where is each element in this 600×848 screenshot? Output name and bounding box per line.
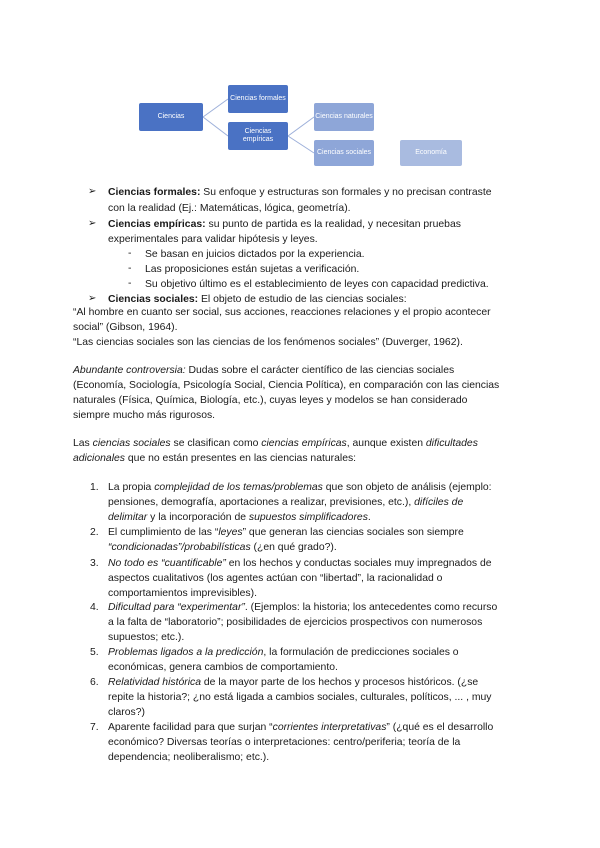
- item-6-text-a: Relatividad histórica: [108, 677, 201, 688]
- empiricas-label: Ciencias empíricas:: [108, 219, 206, 230]
- sociales-label: Ciencias sociales:: [108, 294, 199, 305]
- node-economia: [400, 140, 462, 166]
- bullet-empiricas-line-2: experimentales para validar hipótesis y leyes.: [108, 234, 318, 245]
- list-number-1: 1.: [90, 482, 99, 493]
- item-7-line-1: [108, 721, 493, 734]
- connector-ciencias-empiricas: [203, 117, 228, 136]
- item-4-line-2: a la falta de “laboratorio”; posibilidades de ejercicios prospectivos con numerosos: [108, 617, 483, 628]
- arrow-bullet-icon: ➢: [88, 218, 97, 229]
- item-2-text-e: (¿en qué grado?).: [250, 542, 337, 553]
- arrow-bullet-icon: ➢: [88, 293, 97, 304]
- sub-bullet-3: Su objetivo último es el establecimiento de leyes con capacidad predictiva.: [145, 279, 489, 290]
- quote-duverger: “Las ciencias sociales son las ciencias de los fenómenos sociales” (Duverger, 1962).: [73, 337, 463, 348]
- item-2-text-d: “condicionadas”/probabilísticas: [108, 542, 251, 553]
- item-7-text-b: corrientes interpretativas: [272, 722, 387, 733]
- item-2-text-c: ” que generan las ciencias sociales son siempre: [242, 527, 464, 538]
- bullet-empiricas-line-1: [108, 218, 461, 231]
- item-1-line-3: [108, 511, 371, 524]
- item-6-line-1: [108, 676, 478, 689]
- controversia-line-3: naturales (Física, Química, Biología, etc.), cuyas leyes y modelos se han considerado: [73, 395, 468, 406]
- item-2-line-2: [108, 541, 337, 554]
- item-5-text-b: , la formulación de predicciones sociales o: [263, 647, 459, 658]
- item-7-line-3: dependencia; neoliberalismo; etc.).: [108, 752, 270, 763]
- node-ciencias-formales: [228, 85, 288, 113]
- item-4-line-1: [108, 601, 497, 614]
- node-sociales-label: Ciencias sociales: [316, 149, 372, 156]
- item-7-text-c: ” (¿qué es el desarrollo: [386, 722, 494, 733]
- sociales-text: El objeto de estudio de las ciencias sociales:: [198, 294, 407, 305]
- list-number-2: 2.: [90, 527, 99, 538]
- item-4-text-a: Dificultad para “experimentar”: [108, 602, 245, 613]
- item-6-line-2: repite la historia?; ¿no está ligada a cambios sociales, culturales, políticos, ... , muy: [108, 692, 492, 703]
- item-3-line-3: comportamientos imprevisibles).: [108, 588, 257, 599]
- intro-line-1: [73, 437, 478, 450]
- node-ciencias-empiricas: [228, 122, 288, 150]
- quote-gibson-line-1: “Al hombre en cuanto ser social, sus acciones, reacciones relaciones y el propio acontecer: [73, 307, 491, 318]
- connector-empiricas-sociales: [288, 136, 314, 153]
- node-ciencias-sociales: [314, 140, 374, 166]
- item-1-text-i: .: [367, 512, 371, 523]
- node-empiricas-label-1: Ciencias: [244, 128, 272, 135]
- list-number-3: 3.: [90, 558, 99, 569]
- sub-bullet-1: Se basan en juicios dictados por la experiencia.: [145, 249, 365, 260]
- dash-bullet: -: [128, 248, 132, 259]
- controversia-line-2: (Economía, Sociología, Psicología Social, Ciencia Política), en comparación con las ciencias: [73, 380, 500, 391]
- item-6-text-b: de la mayor parte de los hechos y procesos históricos. (¿se: [200, 677, 479, 688]
- empiricas-text-1: su punto de partida es la realidad, y necesitan pruebas: [205, 219, 461, 230]
- intro-text-e: , aunque existen: [346, 438, 426, 449]
- formales-text-1: Su enfoque y estructuras son formales y no precisan contraste: [200, 187, 492, 198]
- controversia-line-1: [73, 364, 454, 377]
- arrow-bullet-icon: ➢: [88, 186, 97, 197]
- item-1-line-1: [108, 481, 492, 494]
- item-5-line-1: [108, 646, 459, 659]
- item-1-line-2: [108, 496, 463, 509]
- bullet-formales-line-2: con la realidad (Ej.: Matemáticas, lógica, geometría).: [108, 203, 351, 214]
- quote-gibson-line-2: social” (Gibson, 1964).: [73, 322, 178, 333]
- item-7-line-2: económico? Diversas teorías o interpretaciones: centro/periferia; teoría de la: [108, 737, 461, 748]
- node-naturales-label: Ciencias naturales: [315, 113, 373, 120]
- intro-text-b: ciencias sociales: [92, 438, 171, 449]
- item-3-text-a: No todo es “cuantificable”: [108, 558, 226, 569]
- item-1-text-f: delimitar: [108, 512, 148, 523]
- list-number-7: 7.: [90, 722, 99, 733]
- item-1-text-g: y la incorporación de: [147, 512, 249, 523]
- intro-text-h: que no están presentes en las ciencias naturales:: [125, 453, 357, 464]
- bullet-sociales-line: [108, 293, 407, 306]
- node-ciencias-label: Ciencias: [157, 113, 185, 120]
- item-1-text-d: pensiones, demografía, aportaciones a realizar, previsiones, etc.),: [108, 497, 415, 508]
- intro-text-c: se clasifican como: [170, 438, 262, 449]
- controversia-text-1: Dudas sobre el carácter científico de las ciencias sociales: [185, 365, 455, 376]
- controversia-line-4: siempre mucho más rigurosos.: [73, 410, 216, 421]
- item-5-line-2: económicas, genera cambios de comportamiento.: [108, 662, 338, 673]
- intro-text-a: Las: [73, 438, 93, 449]
- dash-bullet: -: [128, 263, 132, 274]
- item-7-text-a: Aparente facilidad para que surjan “: [108, 722, 273, 733]
- item-5-text-a: Problemas ligados a la predicción: [108, 647, 264, 658]
- intro-text-d: ciencias empíricas: [261, 438, 347, 449]
- node-empiricas-label-2: empíricas: [242, 136, 274, 143]
- list-number-5: 5.: [90, 647, 99, 658]
- bullet-formales-line-1: [108, 186, 492, 199]
- item-2-line-1: [108, 526, 464, 539]
- node-ciencias: [139, 103, 203, 131]
- dash-bullet: -: [128, 278, 132, 289]
- item-1-text-e: difíciles de: [414, 497, 464, 508]
- item-4-line-3: supuestos; etc.).: [108, 632, 185, 643]
- item-1-text-b: complejidad de los temas/problemas: [154, 482, 323, 493]
- list-number-4: 4.: [90, 602, 99, 613]
- controversia-label: Abundante controversia:: [73, 365, 186, 376]
- item-6-line-3: claros?): [108, 707, 145, 718]
- connector-ciencias-formales: [203, 99, 228, 117]
- item-3-line-2: aspectos cualitativos (los agentes actúan con “libertad”, la racionalidad o: [108, 573, 443, 584]
- node-formales-label: Ciencias formales: [230, 95, 286, 102]
- item-2-text-a: El cumplimiento de las “: [108, 527, 219, 538]
- item-4-text-b: . (Ejemplos: la historia; los antecedentes como recurso: [244, 602, 498, 613]
- node-economia-label: Economía: [415, 149, 447, 156]
- item-3-line-1: [108, 557, 492, 570]
- item-1-text-a: La propia: [108, 482, 155, 493]
- item-1-text-c: que son objeto de análisis (ejemplo:: [322, 482, 492, 493]
- connector-empiricas-naturales: [288, 117, 314, 136]
- intro-line-2: [73, 452, 356, 465]
- intro-text-f: dificultades: [425, 438, 478, 449]
- item-3-text-b: en los hechos y conductas sociales muy impregnados de: [225, 558, 492, 569]
- diagram-connectors: [0, 0, 600, 180]
- formales-label: Ciencias formales:: [108, 187, 201, 198]
- item-2-text-b: leyes: [218, 527, 243, 538]
- intro-text-g: adicionales: [73, 453, 125, 464]
- science-classification-diagram: [0, 0, 600, 180]
- item-1-text-h: supuestos simplificadores: [248, 512, 368, 523]
- node-ciencias-naturales: [314, 103, 374, 131]
- sub-bullet-2: Las proposiciones están sujetas a verificación.: [145, 264, 360, 275]
- list-number-6: 6.: [90, 677, 99, 688]
